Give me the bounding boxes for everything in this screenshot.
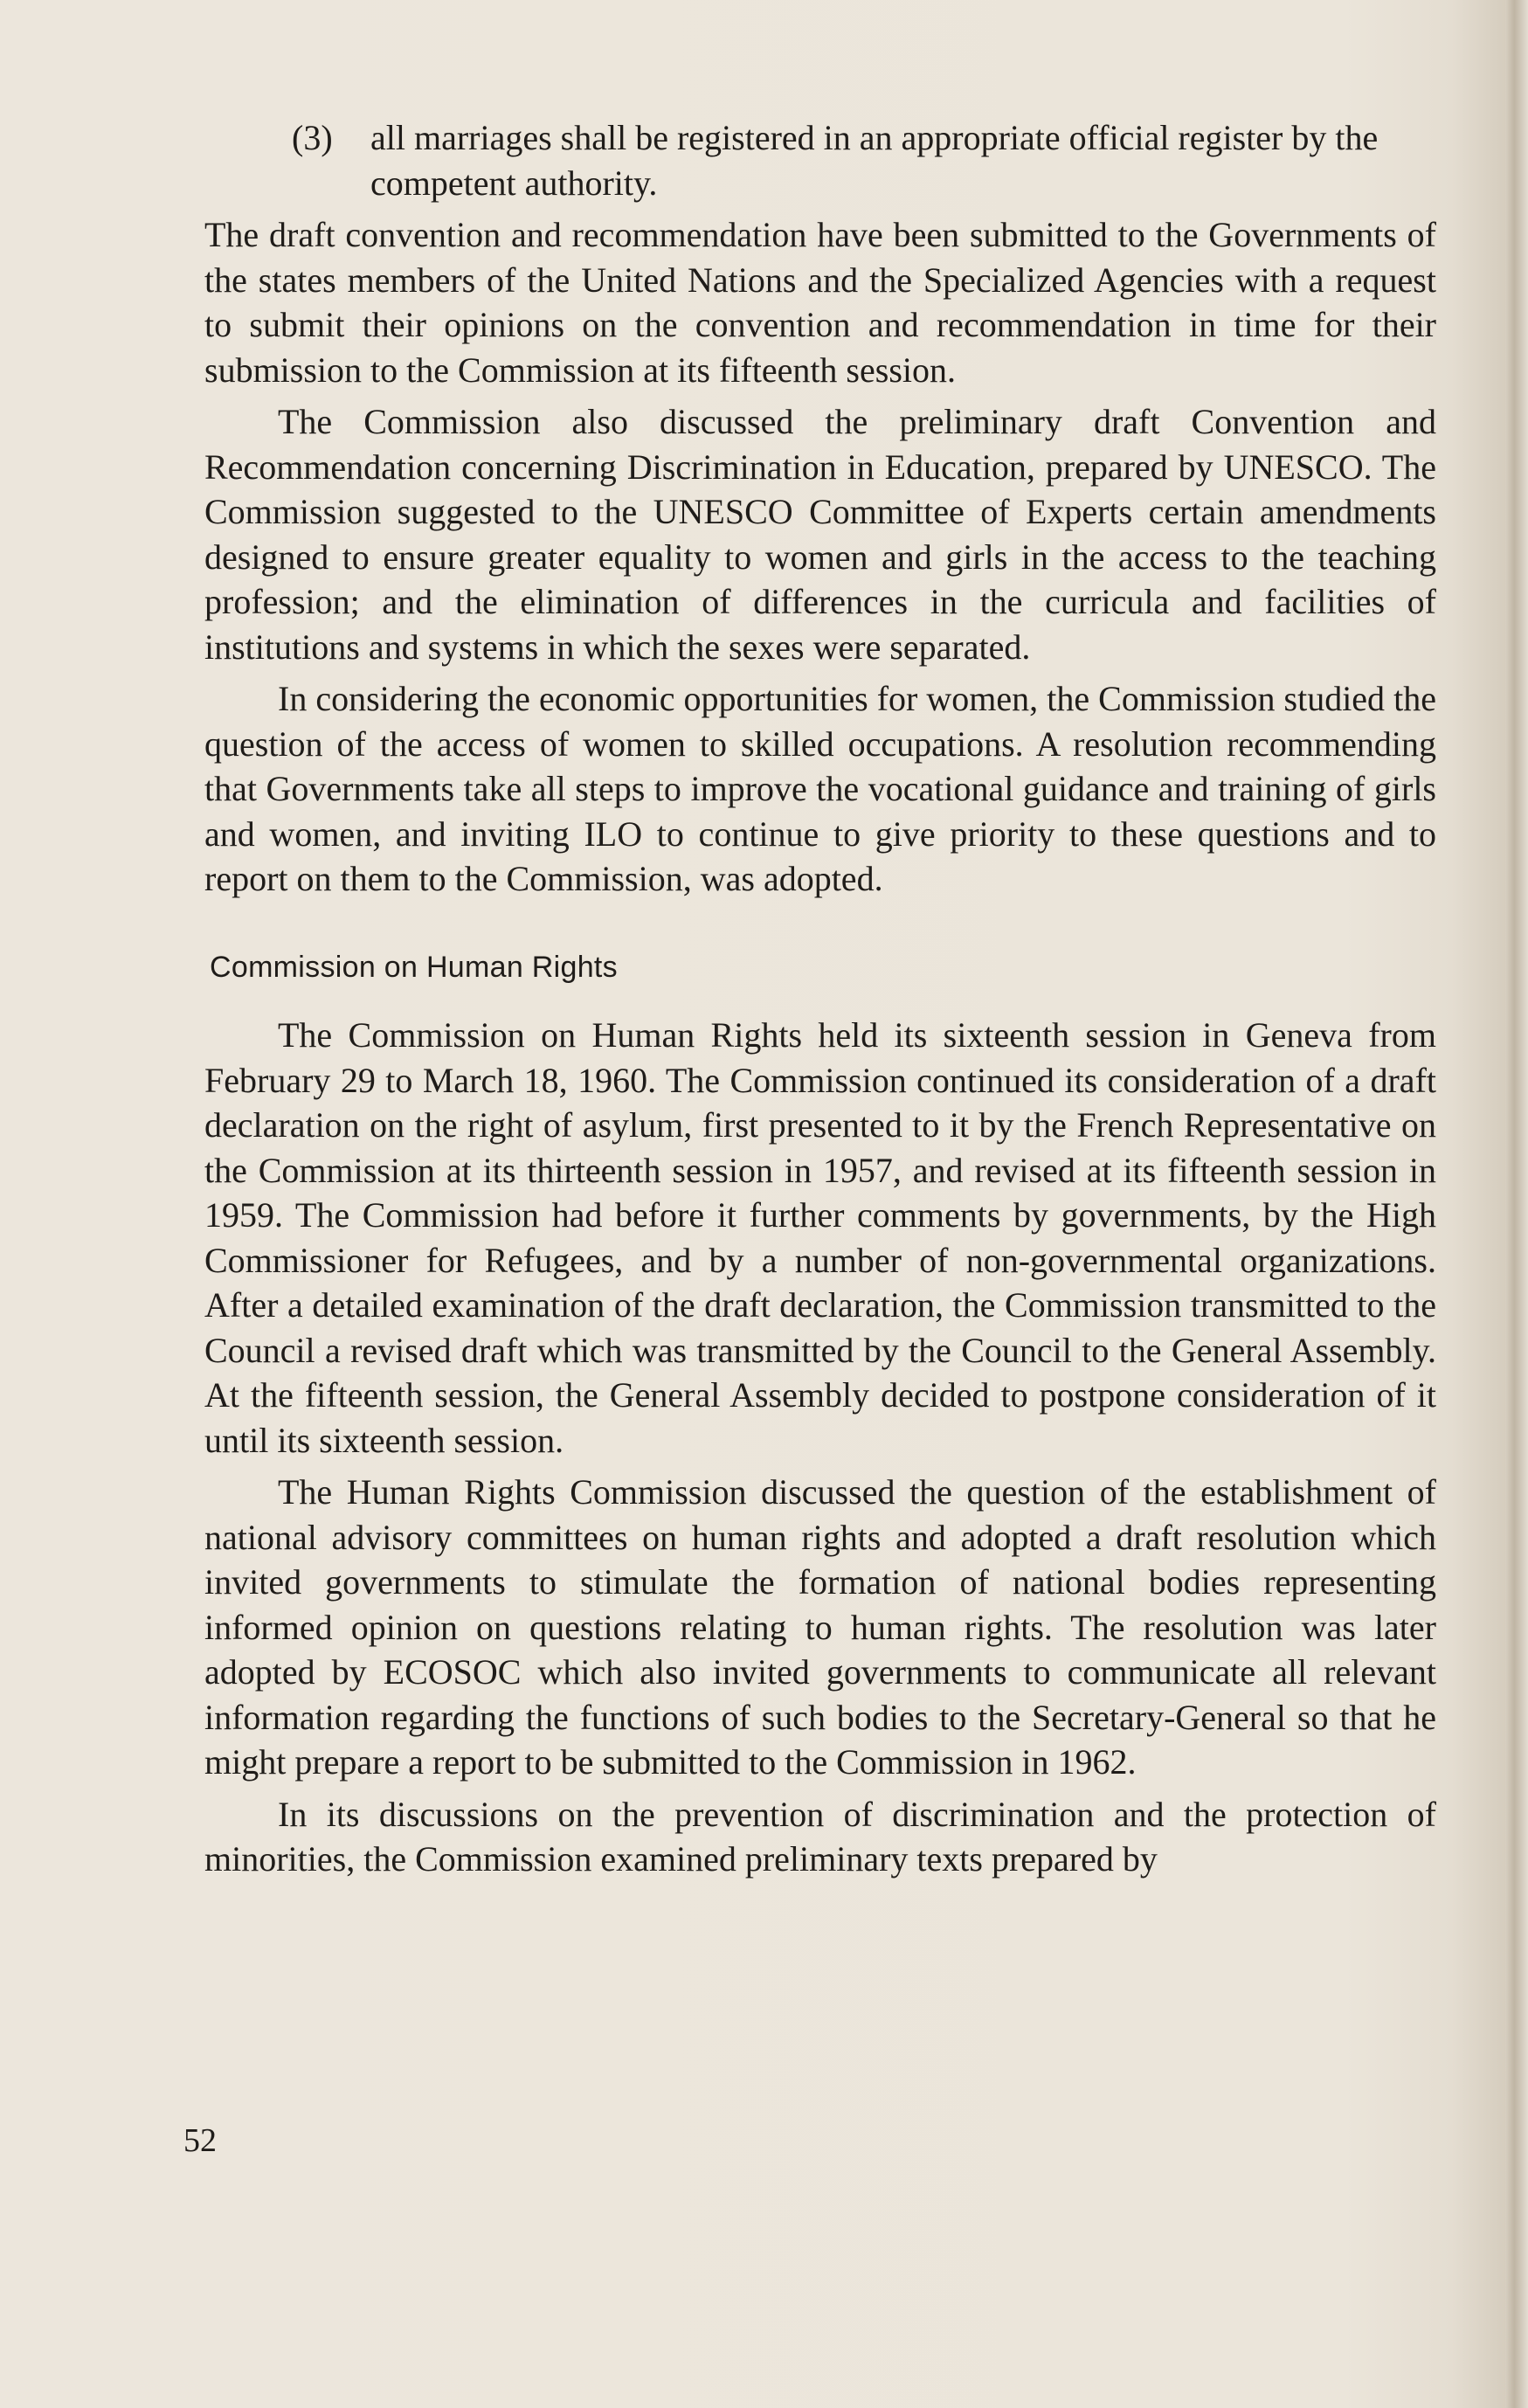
paragraph: In its discussions on the prevention of discrimination and the protection of minorities, the Commission examined preliminary texts prepared by: [204, 1794, 1436, 1879]
paragraph: The Human Rights Commission discussed the question of the establishment of national advisory committees on human rights and adopted a draft resolution which invited governments to stimulate the formation of national bodies representing informed opinion on questions relating to human rights. The resolution was later adopted by ECOSOC which also invited governments to communicate all relevant information regarding the functions of such bodies to the Secretary-General so that he might prepare a report to be submitted to the Commission in 1962.: [204, 1472, 1436, 1782]
paragraph: The Commission also discussed the preliminary draft Convention and Recommendation concerning Discrimination in Education, prepared by UNESCO. The Commission suggested to the UNESCO Committee of Experts certain amendments designed to ensure greater equality to women and girls in the access to the teaching profession; and the elimination of differences in the curricula and facilities of institutions and systems in which the sexes were separated.: [204, 402, 1436, 667]
list-item-number: (3): [292, 118, 333, 157]
section-heading: Commission on Human Rights: [210, 950, 618, 984]
paragraph: In considering the economic opportunities for women, the Commission studied the question of the access of women to skilled occupations. A resolution recommending that Governments take all steps to improve the vocational guidance and training of girls and women, and inviting ILO to continue to give priority to these questions and to report on them to the Commission, was adopted.: [204, 679, 1436, 898]
list-item-text: all marriages shall be registered in an appropriate official register by the competent authority.: [370, 118, 1379, 203]
page-number: 52: [183, 2122, 217, 2159]
book-spine-edge: [1505, 0, 1528, 2408]
page-content: [204, 115, 1436, 1889]
paragraph: The Commission on Human Rights held its sixteenth session in Geneva from February 29 to March 18, 1960. The Commission continued its consideration of a draft declaration on the right of asylum, first presented to it by the French Representative on the Commission at its thirteenth session in 1957, and revised at its fifteenth session in 1959. The Commission had before it further comments by governments, by the High Commissioner for Refugees, and by a number of non-governmental organizations. After a detailed examination of the draft declaration, the Commission transmitted to the Council a revised draft which was transmitted by the Council to the General Assembly. At the fifteenth session, the General Assembly decided to postpone consideration of it until its sixteenth session.: [204, 1015, 1436, 1460]
list-item: [204, 115, 1436, 205]
paragraph: The draft convention and recommendation have been submitted to the Governments of the states members of the United Nations and the Specialized Agencies with a request to submit their opinions on the convention and recommendation in time for their submission to the Commission at its fifteenth session.: [204, 215, 1436, 390]
